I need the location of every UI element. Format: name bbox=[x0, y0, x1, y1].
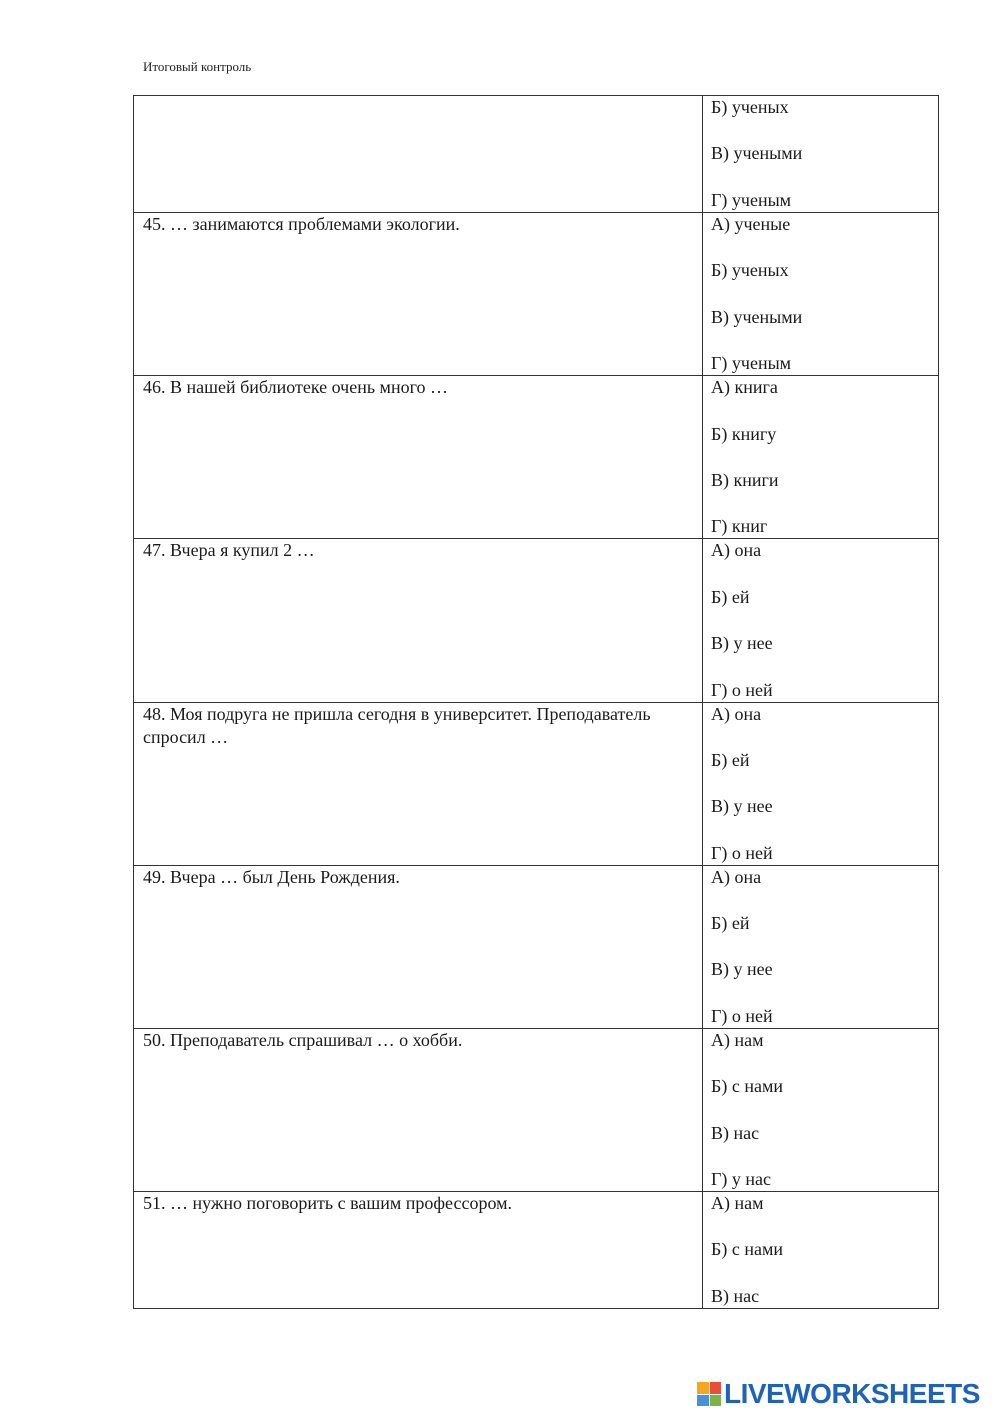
options-cell bbox=[703, 1192, 939, 1309]
question-cell bbox=[134, 1028, 703, 1191]
options-cell bbox=[703, 702, 939, 865]
question-cell bbox=[134, 865, 703, 1028]
question-text: 45. … занимаются проблемами экологии. bbox=[143, 214, 460, 234]
question-text: 47. Вчера я купил 2 … bbox=[143, 540, 315, 561]
options-cell bbox=[703, 865, 939, 1028]
answer-option[interactable]: В) у нее bbox=[711, 796, 773, 817]
liveworksheets-logo bbox=[697, 1378, 980, 1410]
answer-option[interactable]: Б) ученых bbox=[711, 97, 789, 117]
options-cell bbox=[703, 376, 939, 539]
table-row bbox=[134, 96, 939, 213]
logo-blocks-icon bbox=[697, 1382, 721, 1406]
table-row bbox=[134, 539, 939, 702]
answer-option[interactable]: Г) о ней bbox=[711, 1005, 773, 1026]
answer-option[interactable]: А) нам bbox=[711, 1193, 764, 1214]
options-cell bbox=[703, 96, 939, 213]
answer-option[interactable]: Г) у нас bbox=[711, 1169, 772, 1190]
table-row bbox=[134, 1028, 939, 1191]
answer-option[interactable]: Г) книг bbox=[711, 516, 768, 537]
answer-option[interactable]: Г) о ней bbox=[711, 679, 773, 700]
answer-option[interactable]: В) нас bbox=[711, 1122, 760, 1143]
answer-option[interactable]: А) она bbox=[711, 703, 762, 724]
answer-option[interactable]: В) нас bbox=[711, 1285, 760, 1306]
answer-option[interactable]: А) книга bbox=[711, 377, 778, 398]
question-text: 51. … нужно поговорить с вашим профессором. bbox=[143, 1193, 512, 1214]
table-row bbox=[134, 376, 939, 539]
answer-option[interactable]: В) книги bbox=[711, 469, 779, 490]
options-cell bbox=[703, 1028, 939, 1191]
answer-option[interactable]: Б) книгу bbox=[711, 423, 777, 444]
answer-option[interactable]: А) ученые bbox=[711, 214, 791, 234]
table-row bbox=[134, 1192, 939, 1309]
page-header: Итоговый контроль bbox=[143, 59, 252, 74]
answer-option[interactable]: Б) ей bbox=[711, 586, 750, 607]
answer-option[interactable]: В) учеными bbox=[711, 306, 803, 327]
question-cell bbox=[134, 539, 703, 702]
answer-option[interactable]: Г) ученым bbox=[711, 189, 792, 210]
quiz-table bbox=[133, 95, 939, 1309]
logo-text: LIVEWORKSHEETS bbox=[724, 1378, 980, 1409]
question-cell bbox=[134, 213, 703, 376]
answer-option[interactable]: Б) с нами bbox=[711, 1076, 783, 1097]
table-row bbox=[134, 702, 939, 865]
answer-option[interactable]: Г) ученым bbox=[711, 353, 792, 374]
question-text: 46. В нашей библиотеке очень много … bbox=[143, 377, 449, 398]
answer-option[interactable]: Б) с нами bbox=[711, 1239, 783, 1260]
question-text: 49. Вчера … был День Рождения. bbox=[143, 866, 400, 887]
options-cell bbox=[703, 539, 939, 702]
question-text: 48. Моя подруга не пришла сегодня в университет. Преподаватель спросил … bbox=[143, 703, 651, 747]
answer-option[interactable]: Б) ученых bbox=[711, 260, 789, 281]
question-text: 50. Преподаватель спрашивал … о хобби. bbox=[143, 1029, 463, 1050]
question-cell bbox=[134, 702, 703, 865]
answer-option[interactable]: А) она bbox=[711, 866, 762, 887]
answer-option[interactable]: Б) ей bbox=[711, 913, 750, 934]
table-row bbox=[134, 213, 939, 376]
question-cell bbox=[134, 96, 703, 213]
answer-option[interactable]: А) она bbox=[711, 540, 762, 561]
question-cell bbox=[134, 1192, 703, 1309]
answer-option[interactable]: В) учеными bbox=[711, 143, 803, 164]
answer-option[interactable]: Б) ей bbox=[711, 749, 750, 770]
answer-option[interactable]: Г) о ней bbox=[711, 842, 773, 863]
answer-option[interactable]: А) нам bbox=[711, 1029, 764, 1050]
answer-option[interactable]: В) у нее bbox=[711, 633, 773, 654]
answer-option[interactable]: В) у нее bbox=[711, 959, 773, 980]
options-cell bbox=[703, 213, 939, 376]
question-cell bbox=[134, 376, 703, 539]
table-row bbox=[134, 865, 939, 1028]
